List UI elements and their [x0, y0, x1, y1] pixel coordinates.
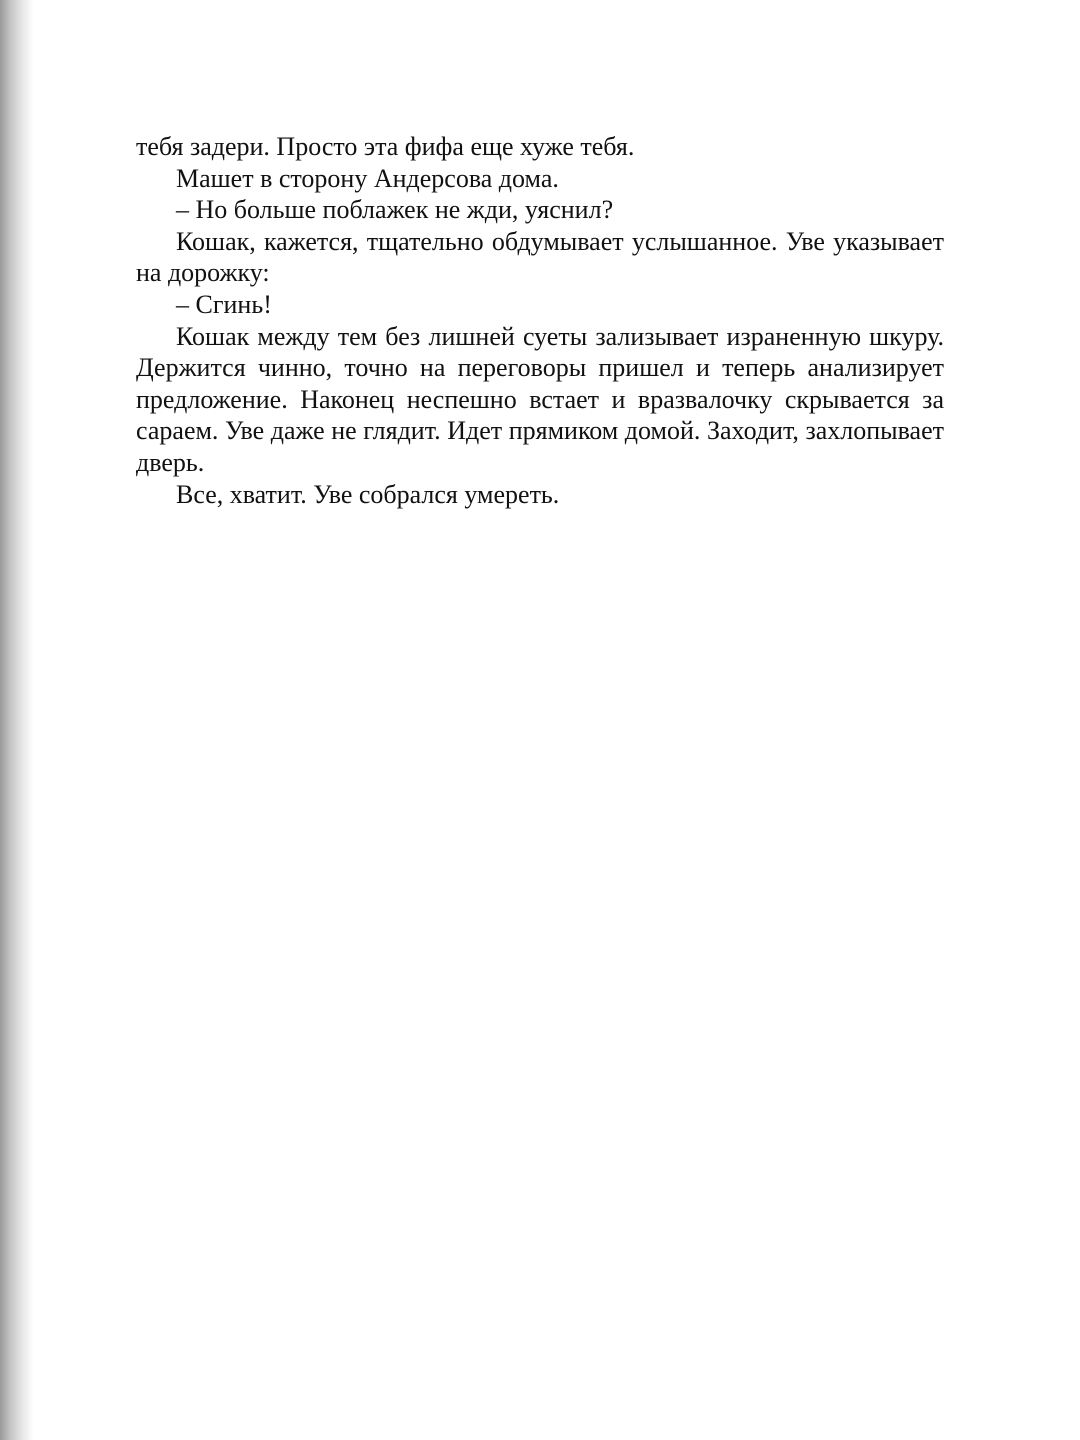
- page-text: [136, 131, 944, 510]
- paragraph-3: – Но больше поблажек не жди, уяснил?: [176, 195, 614, 225]
- paragraph-4: Кошак, кажется, тщательно обдумывает услышанное. Уве указывает на дорожку:: [136, 226, 944, 288]
- paragraph-5: – Сгинь!: [176, 289, 272, 319]
- paragraph-7: Все, хватит. Уве собрался умереть.: [176, 479, 560, 509]
- paragraph-6: Кошак между тем без лишней суеты зализывает израненную шкуру. Держится чинно, точно на переговоры пришел и теперь анализирует предложение. Наконец неспешно встает и вразвалочку скрывается за сараем. Уве даже не глядит. Идет прямиком домой. Заходит, захлопывает дверь.: [136, 321, 944, 477]
- page-spine-shadow: [0, 0, 34, 1440]
- paragraph-1: тебя задери. Просто эта фифа еще хуже тебя.: [136, 132, 635, 161]
- paragraph-2: Машет в сторону Андерсова дома.: [176, 163, 559, 193]
